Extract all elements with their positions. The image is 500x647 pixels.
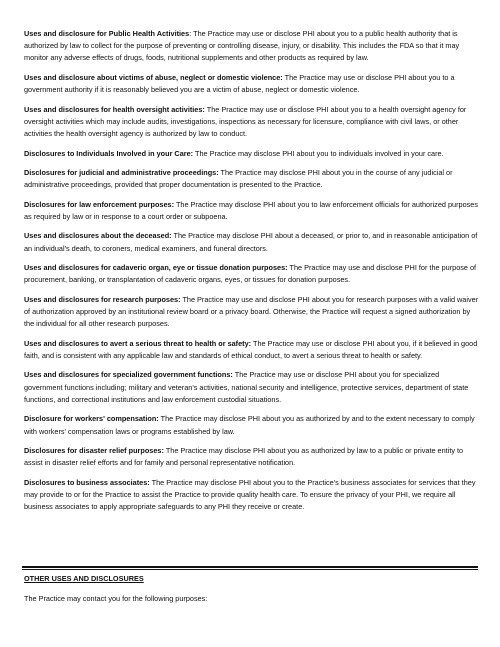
paragraph-heading: Uses and disclosure for Public Health Activities	[24, 29, 190, 38]
paragraph-heading: Uses and disclosures for research purposes:	[24, 294, 181, 304]
paragraph-heading: Uses and disclosure about victims of abuse, neglect or domestic violence:	[24, 72, 283, 82]
paragraph-deceased	[24, 230, 479, 254]
paragraph-text: The Practice may disclose PHI about you to law enforcement officials for authorized purposes as required by law or in response to a court order or subpoena.	[24, 199, 478, 221]
paragraph-text: The Practice may use and disclose PHI for the purpose of procurement, banking, or transplantation of cadaveric organs, eyes, or tissues for donation purposes.	[24, 263, 477, 285]
paragraph-health-oversight	[24, 104, 479, 141]
paragraph-text: The Practice may disclose PHI about you as authorized by and to the extent necessary to comply with workers' compensation laws or programs established by law.	[24, 414, 475, 436]
paragraph-heading: Disclosures for judicial and administrative proceedings:	[24, 168, 219, 178]
paragraph-workers-compensation	[24, 413, 479, 437]
paragraph-law-enforcement	[24, 199, 479, 223]
paragraph-disaster-relief	[24, 445, 479, 469]
paragraph-text: The Practice may disclose PHI about you as authorized by law to a public or private entity to assist in disaster relief efforts and for family and personal representative notification.	[24, 446, 464, 468]
paragraph-text: The Practice may disclose PHI about you in the course of any judicial or administrative proceedings, provided that proper documentation is presented to the Practice.	[24, 168, 453, 190]
paragraph-text: The Practice may use or disclose PHI about you, if it believed in good faith, and is consistent with any applicable law and standards of ethical conduct, to avert a serious threat to health or safety.	[24, 338, 478, 360]
paragraph-text: The Practice may disclose PHI about you to the Practice's business associates for services that they may provide to or for the Practice to assist the Practice to provide quality health care. To ensure the privacy of your PHI, we require all business associates to apply appropriate safeguards to any PHI they receive or create.	[24, 477, 476, 512]
paragraph-heading: Disclosures for disaster relief purposes:	[24, 446, 164, 456]
paragraph-business-associates	[24, 477, 479, 514]
paragraph-text: The Practice may use or disclose PHI about you to a public health authority that is authorized by law to collect for the purpose of preventing or controlling disease, injury, or disability. This includes the FDA so that it may monitor any adverse effects of drugs, foods, nutritional supplements and other products as required by law.	[24, 29, 460, 63]
paragraph-heading: Disclosure for workers' compensation:	[24, 414, 159, 424]
divider-thick-line	[22, 566, 478, 568]
paragraph-organ-donation	[24, 262, 479, 286]
separator: :	[189, 29, 194, 38]
paragraph-text: The Practice may use or disclose PHI about you for specialized government functions including; military and veteran's activities, national security and intelligence, protective services, department of state functions, and correctional institutions and law enforcement custodial situations.	[24, 370, 469, 404]
paragraph-heading: Uses and disclosures about the deceased:	[24, 231, 172, 241]
paragraph-heading: Disclosures to business associates:	[24, 477, 150, 487]
paragraph-heading: Uses and disclosures for specialized government functions:	[24, 370, 233, 380]
paragraph-heading: Uses and disclosures for cadaveric organ, eye or tissue donation purposes:	[24, 263, 288, 273]
paragraph-text: The Practice may use or disclose PHI about you to a health oversight agency for oversight activities which may include audits, investigations, inspections as necessary for licensure, compliance with civil laws, or other activities the health oversight agency is authorized by law to conduct.	[24, 104, 467, 139]
paragraph-serious-threat	[24, 338, 479, 362]
divider-thin-line	[22, 569, 478, 570]
paragraph-individuals-in-care	[24, 148, 479, 160]
paragraph-text: The Practice may use or disclose PHI about you to a government authority if it is reasonably believed you are a victim of abuse, neglect or domestic violence.	[24, 72, 455, 95]
paragraph-public-health	[24, 28, 479, 65]
paragraph-abuse-victims	[24, 72, 479, 96]
paragraph-heading: Disclosures to Individuals Involved in your Care:	[24, 148, 194, 158]
paragraph-heading: Uses and disclosures for health oversight activities:	[24, 104, 205, 114]
paragraph-text: The Practice may disclose PHI about you to individuals involved in your care.	[195, 148, 444, 158]
document-body	[24, 28, 479, 521]
section-heading: OTHER USES AND DISCLOSURES	[24, 574, 144, 583]
paragraph-government-functions	[24, 369, 479, 406]
section-divider	[22, 566, 478, 570]
paragraph-judicial	[24, 167, 479, 191]
section-intro: The Practice may contact you for the following purposes:	[24, 594, 208, 603]
paragraph-heading: Uses and disclosures to avert a serious threat to health or safety:	[24, 338, 252, 348]
paragraph-heading: Disclosures for law enforcement purposes:	[24, 199, 175, 209]
paragraph-text: The Practice may disclose PHI about a deceased, or prior to, and in reasonable anticipation of an individual's death, to coroners, medical examiners, and funeral directors.	[24, 231, 478, 253]
paragraph-research	[24, 294, 479, 331]
paragraph-text: The Practice may use and disclose PHI about you for research purposes with a valid waiver of authorization approved by an institutional review board or a privacy board. Otherwise, the Practice will request a signed authorization by the individual for all other research purposes.	[24, 294, 479, 329]
